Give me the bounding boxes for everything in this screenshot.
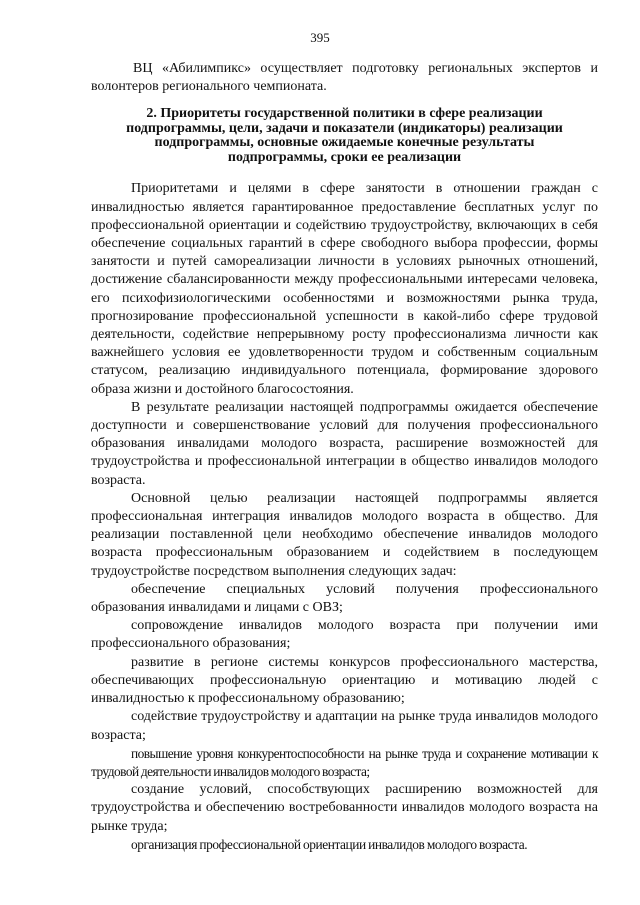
task-item: развитие в регионе системы конкурсов профессионального мастерства, обеспечивающих профессиональную ориентацию и мотивацию людей с инвалидностью к профессиональному образованию; [91,654,598,707]
main-goal-paragraph: Основной целью реализации настоящей подпрограммы является профессиональная интеграция инвалидов молодого возраста в общество. Для реализации поставленной цели необходимо обеспечение инвалидов молодого возраста профессиональным образованием и содействием в последующем трудоустройстве посредством выполнения следующих задач: [91,490,598,579]
page-content [91,60,598,854]
task-item: содействие трудоустройству и адаптации на рынке труда инвалидов молодого возраста; [91,709,598,743]
page-number: 395 [310,30,330,45]
task-item: обеспечение специальных условий получения профессионального образования инвалидами и лицами с ОВЗ; [91,581,598,616]
task-item: сопровождение инвалидов молодого возраста при получении ими профессионального образования; [91,618,598,652]
section-heading-line: подпрограммы, основные ожидаемые конечные результаты [154,135,535,151]
intro-paragraph: ВЦ «Абилимпикс» осуществляет подготовку региональных экспертов и волонтеров регионального чемпионата. [91,61,598,95]
expected-results-paragraph: В результате реализации настоящей подпрограммы ожидается обеспечение доступности и совершенствование условий для получения профессионального образования инвалидами молодого возраста, расширение возможностей для трудоустройства и профессиональной интеграции в общество инвалидов молодого возраста. [91,399,598,488]
section-heading-line: подпрограммы, цели, задачи и показатели (индикаторы) реализации [126,120,563,136]
priorities-paragraph: Приоритетами и целями в сфере занятости в отношении граждан с инвалидностью является гарантированное предоставление бесплатных услуг по профессиональной ориентации и содействию трудоустройству, включающих в себя обеспечение социальных гарантий в сфере свободного выбора профессии, формы занятости и путей самореализации личности в условиях рыночных отношений, достижение сбалансированности между профессиональными интересами человека, его психофизиологическими особенностями и возможностями рынка труда, прогнозирование профессиональной успешности в какой-либо сфере трудовой деятельности, содействие непрерывному росту профессионализма личности как важнейшего условия ее удовлетворенности трудом и собственным социальным статусом, реализацию индивидуального потенциала, формирование здорового образа жизни и достойного благосостояния. [91,181,598,397]
task-item: организация профессиональной ориентации инвалидов молодого возраста. [131,836,528,852]
section-heading [91,107,598,165]
task-item: повышение уровня конкурентоспособности на рынке труда и сохранение мотивации к трудовой деятельности инвалидов молодого возраста; [91,745,598,779]
task-item: создание условий, способствующих расширению возможностей для трудоустройства и обеспечению востребованности инвалидов молодого возраста на рынке труда; [91,782,598,834]
section-heading-line: 2. Приоритеты государственной политики в сфере реализации [146,106,543,122]
section-heading-line: подпрограммы, сроки ее реализации [227,149,462,165]
